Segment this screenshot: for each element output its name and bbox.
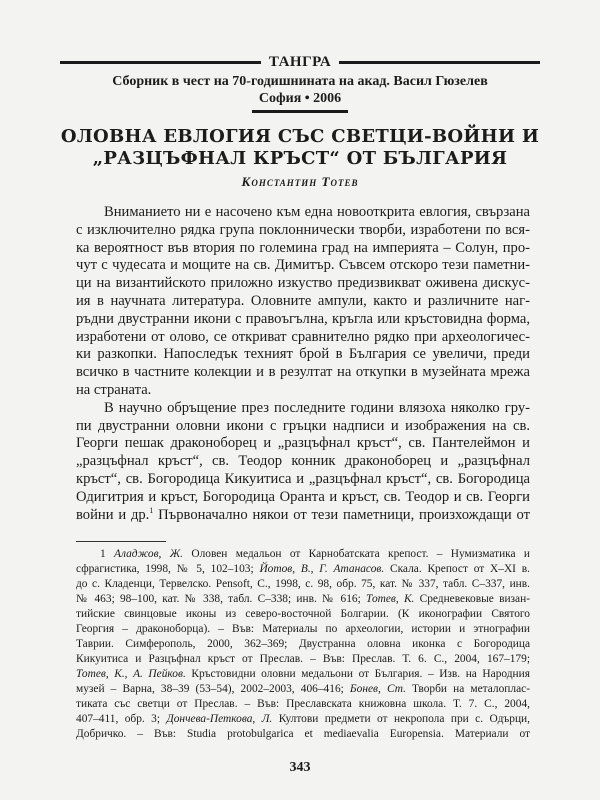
header-underline xyxy=(252,110,348,113)
footnote-text: Оловен медальон от Карнобатската крепост. – Нумизматика и xyxy=(183,548,531,560)
footnote-text: Средневековые визан- xyxy=(414,593,530,605)
body-line xyxy=(76,507,530,525)
footnote-line xyxy=(76,652,530,667)
footnote-line xyxy=(76,727,530,742)
body-text: Първоначално някои от тези паметници, произхождащи от xyxy=(158,506,530,523)
footnote-author: Дончева-Петкова, Л. xyxy=(166,713,273,725)
running-header xyxy=(60,52,540,72)
footnotes xyxy=(76,547,530,742)
footnote-text: Добричко. – Във: Studia protobulgarica et mediaevalia Europensia. Материали от xyxy=(76,728,530,740)
body-line: ка вероятност във втория по големина град на империята – Солун, про- xyxy=(76,239,530,256)
body-line: Вниманието ни е насочено към една новооткрита евлогия, свързана xyxy=(104,204,530,220)
footnote-author: Тотев, К., А. Пейков. xyxy=(76,668,186,680)
body-line: ци на византийското приложно изкуство предизвикват оживена дискус- xyxy=(76,275,530,292)
footnote-line xyxy=(76,622,530,637)
place-year: София • 2006 xyxy=(258,91,342,106)
body-text: войни и др. xyxy=(76,506,150,523)
footnote-author: Бонев, Ст. xyxy=(349,683,406,695)
article-title-line-1: ОЛОВНА ЕВЛОГИЯ СЪС СВЕТЦИ-ВОЙНИ И xyxy=(60,126,540,147)
footnote-text: Култови предмети от некропола при с. Одърци, xyxy=(272,713,530,725)
body-line: В научно обръщение през последните години влязоха няколко гру- xyxy=(104,399,530,416)
footnote-text: № 463; 98–100, кат. № 338, табл. С–338; инв. № 616; xyxy=(76,593,367,605)
header-rule-right xyxy=(339,61,540,64)
footnote-line xyxy=(76,667,530,682)
footnote-line xyxy=(76,697,530,712)
body-line: ия в научната литература. Оловните ампули, както и различните наг- xyxy=(76,292,530,309)
journal-name: ТАНГРА xyxy=(268,53,332,70)
footnote-line xyxy=(76,577,530,592)
body-line: Георги пешак драконоборец и „разцъфнал кръст“, св. Пантелеймон и xyxy=(76,435,530,452)
footnote-separator xyxy=(76,541,166,542)
footnote-line xyxy=(76,712,530,727)
body-line: чут с чудесата и мощите на св. Димитър. Съвсем отскоро тези паметни- xyxy=(76,257,530,274)
article-body xyxy=(76,204,530,524)
footnote-line xyxy=(76,547,530,562)
article-title-line-2: „РАЗЦЪФНАЛ КРЪСТ“ ОТ БЪЛГАРИЯ xyxy=(92,148,508,169)
article-author: Константин Тотев xyxy=(241,174,359,189)
footnote-reference[interactable]: 1 xyxy=(149,505,154,515)
footnote-text: Скала. Крепост от X–XI в. xyxy=(384,563,530,575)
body-line: „разцъфнал кръст“, св. Теодор конник драконоборец и „разцъфнал xyxy=(76,453,530,470)
footnote-line xyxy=(76,607,530,622)
footnote-author: Тотев, К. xyxy=(366,593,415,605)
footnote-text: 1 xyxy=(100,548,115,560)
footnote-text: Кикуитиса и Разцъфнал кръст от Преслав. – Във: Преслав. Т. 6. С., 2004, 167–179; xyxy=(76,653,530,665)
footnote-text: тийские свинцовые иконы из северо-восточной Болгарии. (К иконографии Святого xyxy=(76,608,530,620)
body-line: всичко в частните колекции и в резултат на откупки в музейната мрежа xyxy=(76,364,530,381)
footnote-line xyxy=(76,637,530,652)
body-line: кръст“, св. Богородица Кикуитиса и „разцъфнал кръст“, св. Богородица xyxy=(76,470,530,487)
body-line: Одигитрия и кръст, Богородица Оранта и кръст, св. Теодор и св. Георги xyxy=(76,488,530,505)
body-line: ръдни двустранни икони с правоъгълна, кръгла или кръстовидна форма, xyxy=(76,310,530,327)
footnote-author: Аладжов, Ж. xyxy=(114,548,183,560)
header-rule-left xyxy=(60,61,261,64)
footnote-text: Георгия – драконоборца). – Във: Материалы по археологии, истории и этнографии xyxy=(76,623,530,635)
body-line: пи двустранни оловни икони с гръцки надписи и изображения на св. xyxy=(76,417,530,434)
body-line: с изключително рядка група поклоннически творби, изработени по вся- xyxy=(76,221,530,238)
footnote-author: Йотов, В., Г. Атанасов. xyxy=(259,563,385,575)
footnote-text: 407–411, обр. 3; xyxy=(76,713,167,725)
footnote-text: Творби на металоплас- xyxy=(405,683,530,695)
footnote-text: музей – Варна, 38–39 (53–54), 2002–2003, 406–416; xyxy=(76,683,350,695)
footnote-text: Кръстовидни оловни медальони от България. – Изв. на Народния xyxy=(185,668,530,680)
body-line: ки разкопки. Напоследък техният брой в България се увеличи, преди xyxy=(76,346,530,363)
collection-subtitle: Сборник в чест на 70-годишнината на акад. Васил Гюзелев xyxy=(112,74,488,89)
footnote-text: Таврии. Симферополь, 2000, 362–369; Двустранна оловна иконка с Богородица xyxy=(76,638,530,650)
body-line: на страната. xyxy=(76,381,152,398)
footnote-line xyxy=(76,592,530,607)
footnote-line xyxy=(76,562,530,577)
footnote-text: тиката със светци от Преслав. – Във: Преславската книжовна школа. Т. 7. С., 2004, xyxy=(76,698,530,710)
footnote-text: сфрагистика, 1998, № 5, 102–103; xyxy=(76,563,260,575)
footnote-text: до с. Кладенци, Тервелско. Pensoft, С., 1998, с. 98, обр. 75, кат. № 337, табл. С–337, инв. xyxy=(76,578,530,590)
page-number: 343 xyxy=(289,760,311,775)
footnote-line xyxy=(76,682,530,697)
body-line: изработени от олово, се откриват сравнително рядко при археологичес- xyxy=(76,328,530,345)
